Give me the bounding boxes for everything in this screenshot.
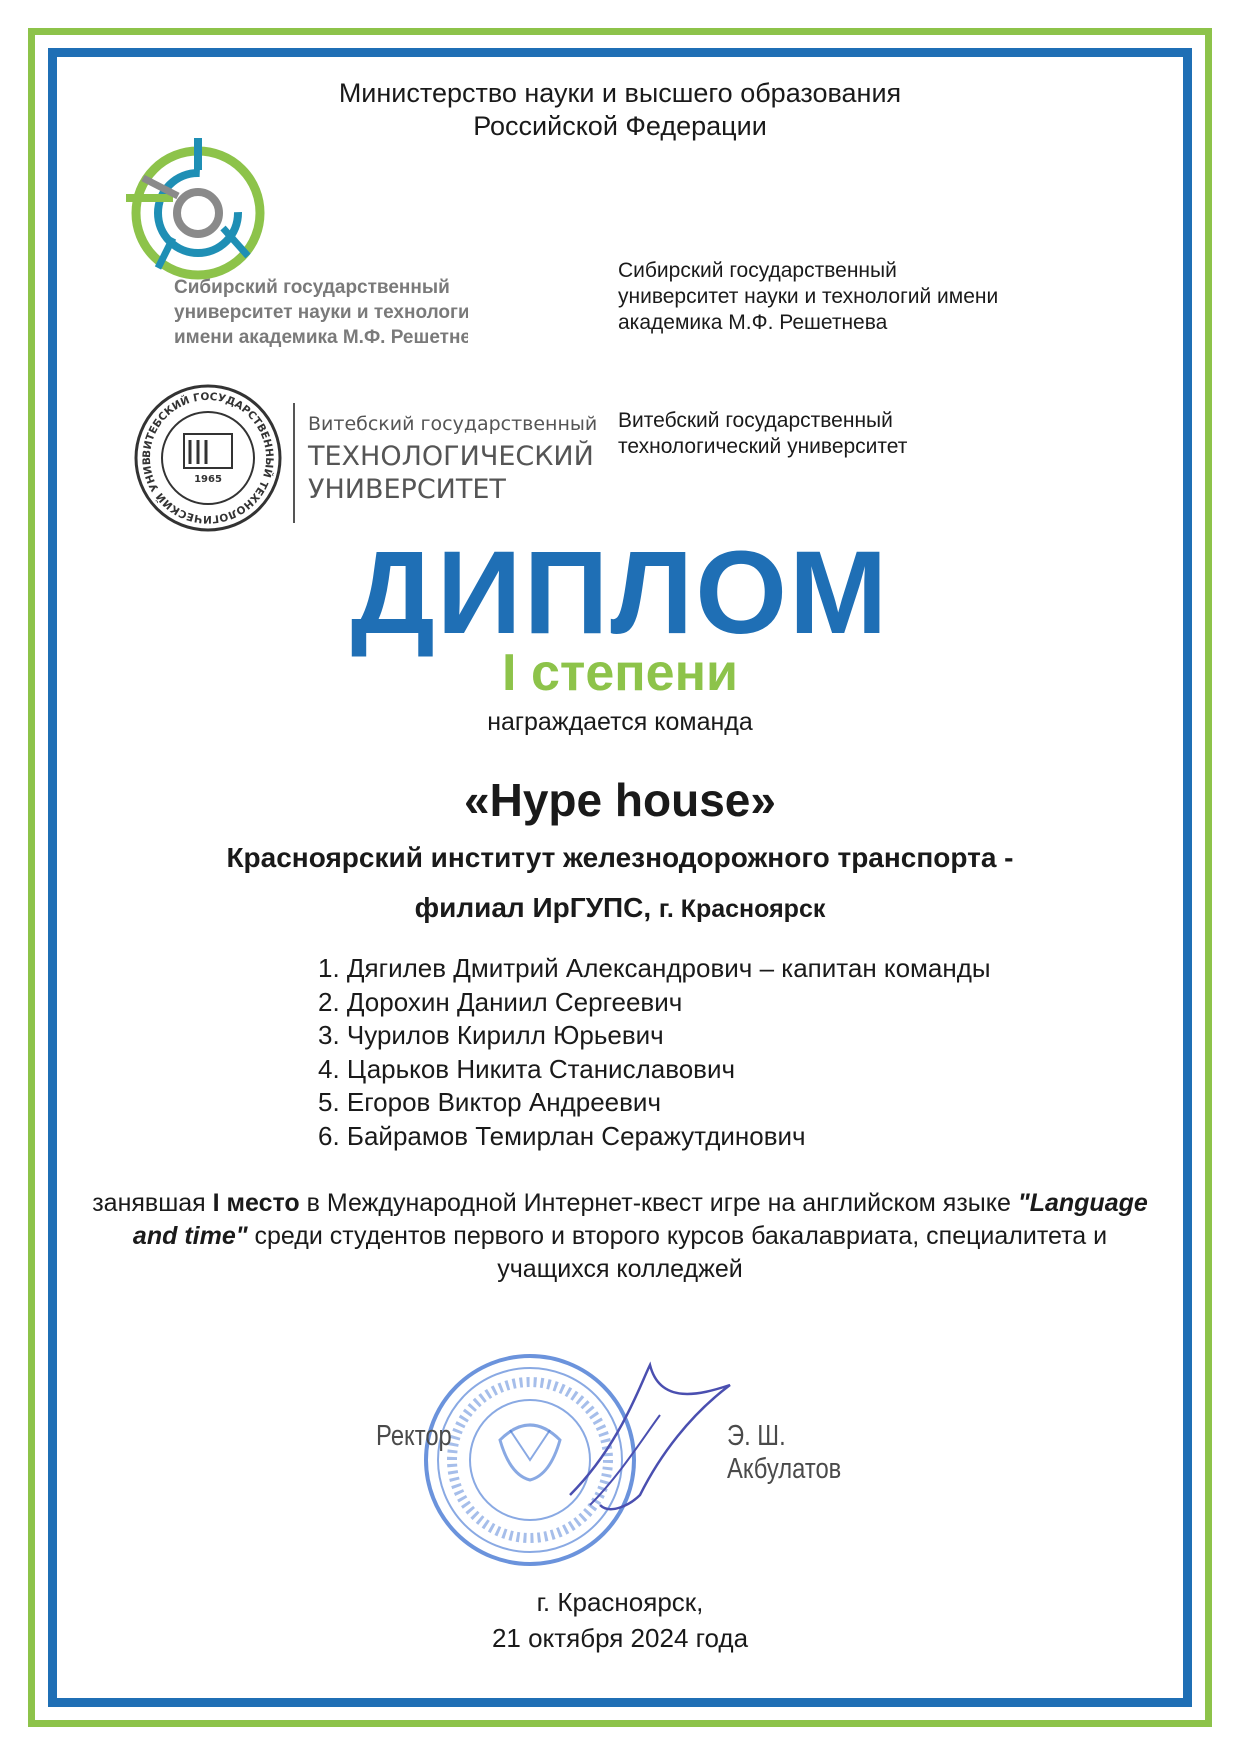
vstu-logo	[132, 378, 602, 538]
result-prefix: занявшая	[92, 1189, 206, 1217]
diploma-degree: I степени	[502, 644, 738, 702]
footer-date: 21 октября 2024 года	[491, 1623, 749, 1653]
team-institution	[0, 833, 1240, 934]
institution-branch: филиал ИрГУПС,	[414, 892, 652, 923]
svg-text:1965: 1965	[194, 474, 222, 485]
list-item: 2. Дорохин Даниил Сергеевич	[318, 986, 683, 1017]
svg-text:имени академика М.Ф. Решетнева: имени академика М.Ф. Решетнева	[174, 327, 468, 348]
list-item: 1. Дягилев Дмитрий Александрович – капитан команды	[318, 953, 991, 983]
result-suffix: среди студентов первого и второго курсов бакалавриата, специалитета и учащихся колледжей	[254, 1222, 1108, 1283]
signature-role: Ректор	[376, 1420, 452, 1452]
result-game-title: "Language and time"	[132, 1189, 1148, 1250]
institution-city: г. Красноярск	[658, 895, 826, 923]
svg-text:ТЕХНОЛОГИЧЕСКИЙ: ТЕХНОЛОГИЧЕСКИЙ	[308, 441, 594, 472]
sibsau-logo	[118, 138, 468, 368]
list-item: 4. Царьков Никита Станиславович	[318, 1053, 736, 1084]
svg-text:ВИТЕБСКИЙ ГОСУДАРСТВЕННЫЙ ТЕХН: ВИТЕБСКИЙ ГОСУДАРСТВЕННЫЙ ТЕХНОЛОГИЧЕСКИЙ УНИВ	[140, 390, 276, 526]
sibsau-name-line-2: университет науки и технологий имени	[618, 285, 999, 308]
sibsau-name-line-3: академика М.Ф. Решетнева	[618, 311, 888, 334]
ministry-line-1: Министерство науки и высшего образования	[338, 78, 902, 108]
sibsau-emblem-icon	[118, 138, 468, 368]
signature-name: Э. Ш. Акбулатов	[727, 1420, 842, 1485]
result-middle: в Международной Интернет-квест игре на английском языке	[306, 1189, 1011, 1217]
vstu-name	[618, 408, 1078, 460]
awarded-text: награждается команда	[487, 708, 753, 736]
diploma-title: ДИПЛОМ	[350, 527, 890, 659]
sibsau-name-line-1: Сибирский государственный	[618, 259, 897, 282]
ministry-line-2: Российской Федерации	[473, 111, 767, 141]
institution-line-1: Красноярский институт железнодорожного транспорта -	[226, 842, 1014, 873]
footer-city: г. Красноярск,	[536, 1587, 704, 1617]
list-item: 5. Егоров Виктор Андреевич	[318, 1087, 662, 1117]
sibsau-name	[618, 258, 1078, 336]
list-item: 6. Байрамов Темирлан Серажутдинович	[318, 1120, 806, 1151]
footer-place-date	[0, 1584, 1240, 1656]
ministry-header	[0, 77, 1240, 143]
vstu-seal-icon	[132, 378, 602, 538]
list-item: 3. Чурилов Кирилл Юрьевич	[318, 1020, 664, 1050]
svg-text:Витебский государственный: Витебский государственный	[308, 413, 598, 435]
svg-text:УНИВЕРСИТЕТ: УНИВЕРСИТЕТ	[308, 474, 506, 505]
svg-text:университет науки и технологий: университет науки и технологий	[174, 302, 468, 323]
result-paragraph	[80, 1187, 1160, 1286]
signature-area	[360, 1345, 920, 1575]
vstu-name-line-1: Витебский государственный	[618, 409, 893, 432]
svg-text:Сибирский государственный: Сибирский государственный	[174, 277, 450, 298]
team-members-list	[318, 952, 991, 1153]
team-name: «Hype house»	[464, 774, 776, 826]
result-place: I место	[212, 1189, 300, 1217]
vstu-name-line-2: технологический университет	[618, 435, 908, 458]
institution-line-2	[0, 883, 1240, 934]
